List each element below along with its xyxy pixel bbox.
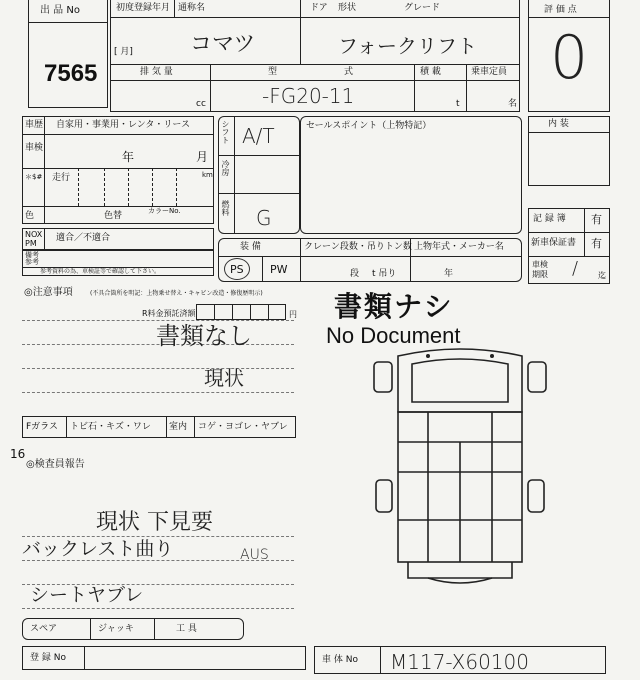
sales-point-box	[300, 116, 522, 234]
lot-box	[28, 0, 108, 108]
crane-unit-2: t 吊り	[372, 269, 397, 279]
spare-label: スペア	[30, 624, 58, 634]
chassis-no-value: M117-X60100	[390, 650, 529, 674]
color-no-label: カラーNo.	[148, 207, 181, 215]
nox-value: 適合／不適合	[56, 233, 111, 243]
term-label: 車検 期限	[532, 260, 548, 279]
vehicle-diagram	[368, 342, 552, 588]
history-box	[22, 116, 214, 224]
mileage-prefix: ＊$#	[25, 173, 43, 181]
warranty-label: 新車保証書	[531, 238, 577, 248]
ps-circle	[224, 258, 250, 280]
glass-item-1: Fガラス	[26, 422, 58, 432]
inspection-month: 月	[196, 150, 209, 164]
first-reg-unit: [ 月]	[114, 47, 133, 57]
interior-box	[528, 116, 610, 186]
grade-label: グレード	[404, 3, 441, 13]
capacity-unit: 名	[508, 99, 518, 109]
inspector-line-1: 現状 下見要	[96, 510, 213, 535]
load-unit: t	[456, 99, 460, 109]
color-label: 色	[25, 211, 35, 221]
shape-value: フォークリフト	[338, 34, 477, 58]
mileage-unit: km	[202, 171, 213, 179]
color-change-label: 色替	[104, 211, 123, 221]
fuel-label: 燃料	[221, 200, 230, 216]
reference-note: 参考資料の為、車検証等で確認して下さい。	[40, 268, 161, 275]
caution-sub: (不具合箇所を明記：上物乗せ替え・キャビン改造・修復歴明示)	[90, 290, 263, 297]
displacement-label: 排 気 量	[140, 67, 173, 77]
capacity-label: 乗車定員	[471, 67, 508, 77]
stamp-jp: 書類ナシ	[334, 290, 454, 323]
model-value: -FG20-11	[262, 84, 355, 108]
fuel-value: G	[256, 206, 272, 230]
recycle-field	[196, 304, 286, 320]
inspector-line-2-extra: AUS	[240, 547, 269, 563]
interior-label: 内 装	[548, 119, 569, 129]
chassis-no-label: 車 体 No	[322, 655, 358, 665]
mileage-label: 走行	[52, 173, 71, 183]
handwritten-note-2: 現状	[204, 366, 244, 390]
common-name-value: コマツ	[190, 32, 256, 57]
caution-label: ◎注意事項	[24, 287, 73, 298]
glass-item-3: 室内	[169, 422, 188, 432]
aircon-label: 冷房	[221, 160, 230, 176]
crane-unit-1: 段	[350, 269, 360, 279]
upper-label: 上物年式・メーカー名	[414, 242, 504, 252]
model-label2: 式	[344, 67, 354, 77]
remarks-label-2: 参考	[25, 258, 39, 266]
inspection-year: 年	[122, 150, 135, 164]
warranty-value: 有	[591, 237, 602, 250]
glass-item-4: コゲ・ヨゴレ・ヤブレ	[198, 422, 288, 432]
maint-value: 有	[591, 213, 602, 226]
equipment-label: 装 備	[240, 242, 261, 252]
inspector-line-3: シートヤブレ	[30, 584, 144, 606]
remarks-label-1: 備考	[25, 251, 39, 259]
upper-unit: 年	[444, 269, 454, 279]
displacement-unit: cc	[196, 99, 206, 109]
nox-label: NOX PM	[25, 230, 43, 248]
glass-item-2: トビ石・キズ・ワレ	[70, 422, 151, 432]
inspector-label: ◎検査員報告	[26, 459, 85, 470]
inspection-label: 車検	[25, 143, 44, 153]
margin-mark: 16	[10, 447, 26, 461]
jack-label: ジャッキ	[98, 624, 134, 634]
crane-label: クレーン段数・吊りトン数	[304, 242, 412, 252]
first-reg-label: 初度登録年月	[116, 3, 171, 13]
rating-value: 0	[550, 23, 589, 93]
door-label: ドア	[310, 3, 328, 13]
pw-value: PW	[270, 263, 288, 276]
stamp-en: No Document	[326, 323, 461, 348]
usage-options: 自家用・事業用・レンタ・リース	[56, 120, 190, 130]
model-label: 型	[268, 67, 278, 77]
shape-label: 形状	[338, 3, 357, 13]
sales-point-label: セールスポイント（上物特記）	[306, 121, 432, 131]
rating-label: 評 価 点	[544, 5, 577, 15]
ps-value: PS	[230, 263, 244, 276]
common-name-label: 通称名	[178, 3, 206, 13]
recycle-unit: 円	[289, 310, 297, 319]
lot-label: 出 品 No	[40, 5, 80, 16]
lot-number: 7565	[44, 60, 98, 87]
handwritten-note-1: 書類なし	[156, 322, 252, 350]
term-value: /	[572, 258, 579, 279]
term-unit: 迄	[598, 271, 606, 280]
recycle-label: R料金預託済額	[142, 309, 196, 318]
usage-label: 車歴	[25, 120, 44, 130]
tools-label: 工 具	[176, 624, 197, 634]
shift-label: シフト	[221, 120, 230, 144]
shift-value: A/T	[242, 124, 275, 148]
load-label: 積 載	[420, 67, 441, 77]
nox-box	[22, 228, 214, 250]
reg-no-label: 登 録 No	[30, 653, 66, 663]
inspector-line-2: バックレスト曲り	[22, 538, 174, 560]
maint-label: 記 録 簿	[533, 214, 566, 224]
